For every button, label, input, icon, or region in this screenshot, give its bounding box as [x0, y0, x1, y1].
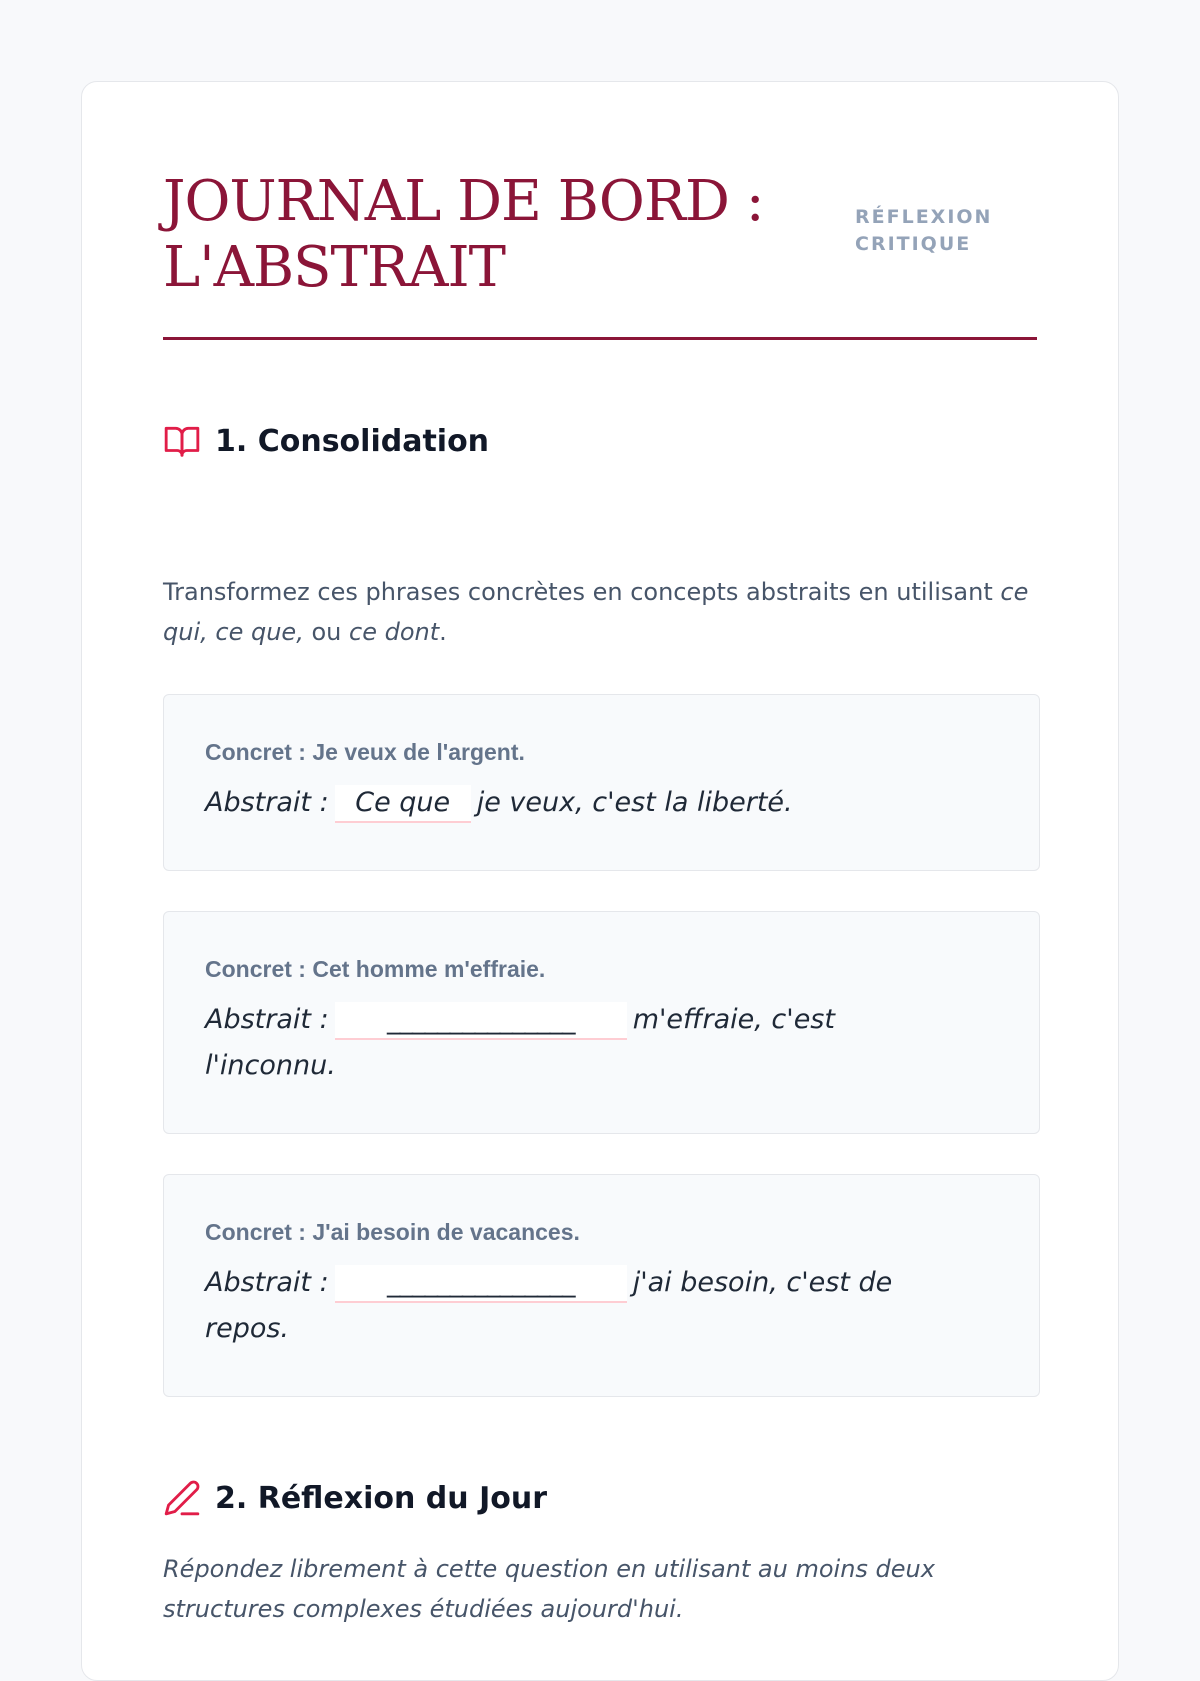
- concrete-sentence: Concret : Je veux de l'argent.: [205, 739, 525, 765]
- abstract-label: Abstrait :: [205, 1004, 329, 1035]
- exercise-card: [163, 911, 1040, 1134]
- term-ce-dont: ce dont: [349, 618, 440, 646]
- exercise-card: [163, 694, 1040, 871]
- section-2-title: 2. Réflexion du Jour: [215, 1480, 547, 1516]
- page-title: JOURNAL DE BORD : L'ABSTRAIT: [163, 169, 764, 300]
- abstract-sentence: [205, 780, 925, 826]
- section-2-instructions: Répondez librement à cette question en utilisant au moins deux structures complexes étudiées aujourd'hui.: [163, 1555, 935, 1623]
- section-1-instructions: [163, 572, 1043, 652]
- journal-card: [81, 81, 1119, 1681]
- abstract-rest: je veux, c'est la liberté.: [476, 787, 793, 818]
- section-reflexion-heading: [163, 1479, 547, 1517]
- abstract-sentence: [205, 997, 925, 1089]
- abstract-sentence: [205, 1260, 925, 1352]
- section-consolidation-heading: [163, 422, 489, 460]
- term-ce-qui: ce qui,: [163, 578, 1029, 646]
- pen-icon: [163, 1479, 201, 1517]
- term-ce-que: ce que,: [215, 618, 304, 646]
- concrete-sentence: Concret : J'ai besoin de vacances.: [205, 1219, 580, 1245]
- concrete-sentence: Concret : Cet homme m'effraie.: [205, 956, 546, 982]
- journal-header: [163, 82, 1037, 340]
- section-1-title: 1. Consolidation: [215, 423, 490, 459]
- card-content: [163, 82, 1037, 1623]
- instructions-text: Transformez ces phrases concrètes en concepts abstraits en utilisant: [163, 578, 993, 606]
- answer-blank[interactable]: Ce que: [335, 785, 471, 823]
- answer-blank[interactable]: _______________: [335, 1002, 627, 1040]
- abstract-rest: j'ai besoin, c'est de repos.: [205, 1267, 893, 1344]
- abstract-label: Abstrait :: [205, 787, 329, 818]
- instructions-or: ou: [311, 618, 342, 646]
- exercise-card: [163, 1174, 1040, 1397]
- answer-blank[interactable]: _______________: [335, 1265, 627, 1303]
- abstract-rest: m'effraie, c'est l'inconnu.: [205, 1004, 835, 1081]
- category-tag: RÉFLEXION CRITIQUE: [855, 206, 993, 255]
- abstract-label: Abstrait :: [205, 1267, 329, 1298]
- open-book-icon: [163, 422, 201, 460]
- instructions-period: .: [439, 618, 447, 646]
